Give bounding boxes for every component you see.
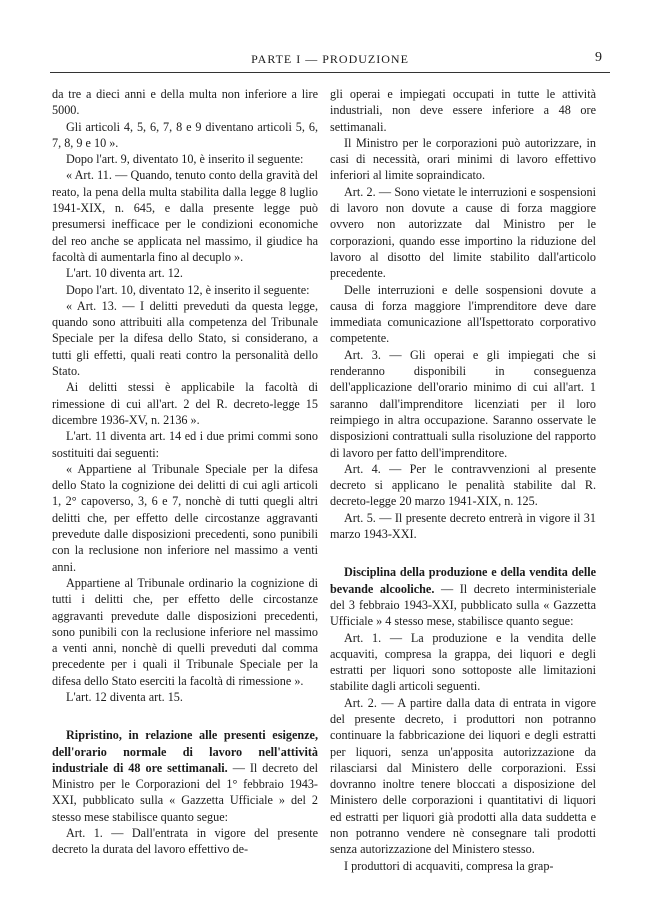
page-number: 9 xyxy=(595,50,602,65)
section-heading-paragraph xyxy=(330,564,596,629)
left-column xyxy=(52,86,318,858)
section-heading-paragraph xyxy=(52,727,318,825)
section-intro: — Il decreto del Ministro per le Corporazioni del 1° febbraio 1943-XXI, pubblicato sulla « Gazzetta Ufficiale » del 2 stesso mese stabilisce quanto segue: xyxy=(52,760,318,824)
right-column xyxy=(330,86,596,874)
page-header xyxy=(50,48,610,70)
paragraph: « Art. 11. — Quando, tenuto conto della gravità del reato, la pena della multa stabilita dalla legge 8 luglio 1941-XIX, n. 645, e dalla presente legge può presumersi inefficace per le condizioni economiche del reo anche se applicata nel massimo, il giudice ha facoltà di aumentarla fino al decuplo ». xyxy=(52,168,318,264)
paragraph: Appartiene al Tribunale ordinario la cognizione di tutti i delitti che, per effetto delle circostanze aggravanti prevedute dalle disposizioni precedenti, sono punibili con la reclusione inferiore nel massimo a venti anni, nonchè di quelli preveduti dal comma precedente per i quali il Tribunale Speciale per la difesa dello Stato eserciti la facoltà di rimessione ». xyxy=(52,575,318,688)
paragraph: Ai delitti stessi è applicabile la facoltà di rimessione di cui all'art. 2 del R. decreto-legge 15 dicembre 1936-XV, n. 2136 ». xyxy=(52,380,318,427)
section-title: Ripristino, in relazione alle presenti esigenze, dell'orario normale di lavoro nell'attività industriale di 48 ore settimanali. xyxy=(52,728,318,775)
section-title: Disciplina della produzione e della vendita delle bevande alcooliche. xyxy=(330,565,596,596)
paragraph: L'art. 11 diventa art. 14 ed i due primi commi sono sostituiti dai seguenti: xyxy=(52,429,318,460)
paragraph: L'art. 12 diventa art. 15. xyxy=(66,689,183,704)
paragraph: Art. 2. — Sono vietate le interruzioni e sospensioni di lavoro non dovute a cause di forza maggiore ovvero non autorizzate dal Ministro per le corporazioni, quando esse importino la riduzione del lavoro al disotto del limite stabilito dall'articolo precedente. xyxy=(330,184,596,281)
paragraph: Art. 1. — La produzione e la vendita delle acquaviti, compresa la grappa, dei liquori e degli estratti per liquori sono sottoposte alle limitazioni stabilite dagli articoli seguenti. xyxy=(330,630,596,694)
paragraph: Art. 4. — Per le contravvenzioni al presente decreto si applicano le penalità stabilite dal R. decreto-legge 20 marzo 1941-XIX, n. 125. xyxy=(330,461,596,509)
paragraph: L'art. 10 diventa art. 12. xyxy=(66,266,183,281)
paragraph: Art. 3. — Gli operai e gli impiegati che si renderanno disponibili in conseguenza dell'applicazione dell'orario minimo di cui all'art. 1 saranno dall'imprenditore licenziati per il loro reimpiego in altra occupazione. Saranno osservate le disposizioni contrattuali sulla risoluzione del rapporto di lavoro per fatto dell'imprenditore. xyxy=(330,347,596,460)
paragraph: da tre a dieci anni e della multa non inferiore a lire 5000. xyxy=(52,87,318,118)
running-title: PARTE I — PRODUZIONE xyxy=(251,52,409,66)
paragraph: « Art. 13. — I delitti preveduti da questa legge, quando sono attribuiti alla competenza del Tribunale Speciale per la difesa dello Stato, si considerano, a tutti gli effetti, quali reati contro la personalità dello Stato. xyxy=(52,298,318,379)
header-rule xyxy=(50,72,610,73)
paragraph: Dopo l'art. 9, diventato 10, è inserito il seguente: xyxy=(66,152,304,167)
paragraph: Dopo l'art. 10, diventato 12, è inserito il seguente: xyxy=(66,282,310,297)
paragraph: Art. 5. — Il presente decreto entrerà in vigore il 31 marzo 1943-XXI. xyxy=(330,510,596,542)
paragraph: I produttori di acquaviti, compresa la grap- xyxy=(344,858,554,873)
paragraph: Il Ministro per le corporazioni può autorizzare, in casi di necessità, orari minimi di lavoro effettivo inferiori al limite sopraindicato. xyxy=(330,135,596,183)
section-intro: — Il decreto interministeriale del 3 febbraio 1943-XXI, pubblicato sulla « Gazzetta Ufficiale » 4 stesso mese, stabilisce quanto segue: xyxy=(330,581,596,629)
paragraph: « Appartiene al Tribunale Speciale per la difesa dello Stato la cognizione dei delitti di cui agli articoli 1, 2° capoverso, 3, 6 e 7, nonchè di tutti quegli altri delitti che, per effetto delle circostanze aggravanti prevedute dalle disposizioni precedenti, sono punibili con la reclusione non inferiore nel massimo a venti anni. xyxy=(52,461,318,574)
paragraph: Art. 1. — Dall'entrata in vigore del presente decreto la durata del lavoro effettivo de- xyxy=(52,826,318,857)
paragraph: gli operai e impiegati occupati in tutte le attività industriali, non deve essere inferiore a 48 ore settimanali. xyxy=(330,87,596,134)
paragraph: Art. 2. — A partire dalla data di entrata in vigore del presente decreto, i produttori non potranno continuare la fabbricazione dei liquori e degli estratti per liquori, senza un'apposita autorizzazione da rilasciarsi dal Ministero delle corporazioni. Essi dovranno inoltre tenere bloccati a disposizione del Ministero delle corporazioni i quantitativi di liquori ed estratti per liquori già prodotti alla data suddetta e non potranno vendere nè consegnare tali prodotti senza autorizzazione del Ministero stesso. xyxy=(330,695,596,857)
paragraph: Delle interruzioni e delle sospensioni dovute a causa di forza maggiore l'imprenditore deve dare immediata comunicazione all'Ispettorato corporativo competente. xyxy=(330,282,596,346)
paragraph: Gli articoli 4, 5, 6, 7, 8 e 9 diventano articoli 5, 6, 7, 8, 9 e 10 ». xyxy=(52,119,318,150)
